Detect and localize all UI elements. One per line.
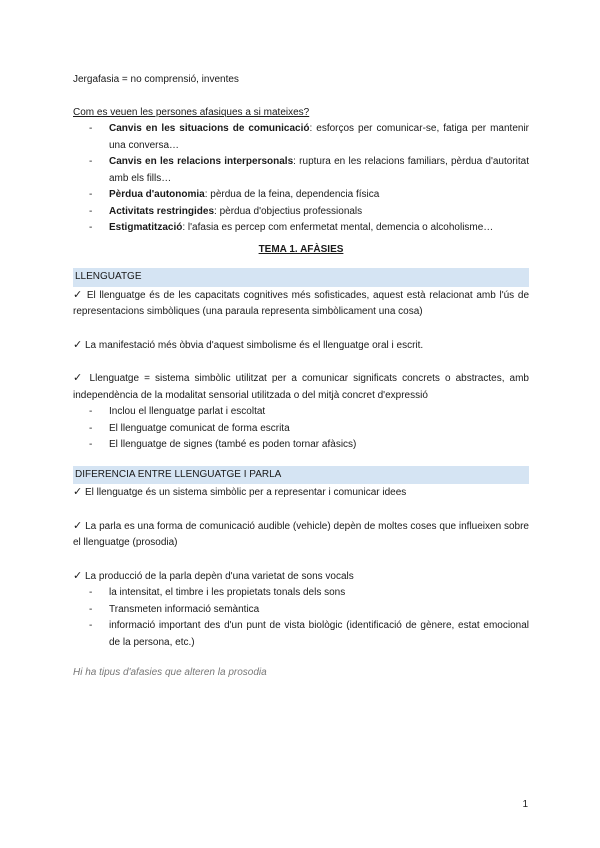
question-heading: Com es veuen les persones afasiques a si mateixes? (73, 106, 310, 118)
paragraph (73, 287, 529, 321)
check-icon: ✓ (73, 371, 85, 384)
list-item: - la intensitat, el timbre i les propietats tonals dels sons (73, 585, 529, 602)
prosody-note: Hi ha tipus d'afasies que alteren la prosodia (73, 667, 267, 678)
list-item-desc: : ruptura en les relacions familiars, pèrdua d'autoritat amb els fills… (109, 156, 529, 184)
check-icon: ✓ (73, 337, 83, 351)
list-item-term: Canvis en les situacions de comunicació (109, 123, 310, 134)
list-item (73, 154, 529, 187)
jergafasia-definition: Jergafasia = no comprensió, inventes (73, 74, 239, 85)
paragraph-text: El llenguatge és de les capacitats cognitives més sofisticades, aquest està relacionat amb l'ús de representacions simbòliques (una paraula representa simbòlicament una cosa) (73, 289, 529, 317)
list-item: - Inclou el llenguatge parlat i escoltat (73, 404, 529, 421)
paragraph-text: La parla es una forma de comunicació audible (vehicle) depèn de moltes coses que influeixen sobre el llenguatge (prosodia) (73, 520, 529, 548)
paragraph (73, 370, 529, 404)
section-heading-diferencia: DIFERENCIA ENTRE LLENGUATGE I PARLA (73, 466, 529, 485)
paragraph-text: La producció de la parla depèn d'una varietat de sons vocals (82, 570, 354, 582)
speech-properties-list (73, 585, 529, 651)
paragraph (73, 337, 529, 355)
list-item (73, 204, 529, 221)
document-page (73, 72, 529, 682)
list-item (73, 121, 529, 154)
language-modalities-list (73, 404, 529, 454)
paragraph-text: Llenguatge = sistema simbòlic utilitzat per a comunicar significats concrets o abstractes, amb independència de la modalitat sensorial utilitzada o del mitjà concret d'expressió (73, 373, 529, 401)
page-number: 1 (522, 799, 528, 810)
paragraph (73, 568, 529, 586)
paragraph (73, 518, 529, 552)
check-icon: ✓ (73, 485, 83, 498)
list-item: - El llenguatge de signes (també es poden tornar afàsics) (73, 437, 529, 454)
list-item-desc: : esforços per comunicar-se, fatiga per mantenir una conversa… (109, 123, 529, 151)
check-icon: ✓ (73, 287, 84, 301)
list-item-desc: : pèrdua de la feina, dependencia física (204, 189, 380, 200)
list-item: - El llenguatge comunicat de forma escrita (73, 421, 529, 438)
list-item-desc: : pèrdua d'objectius professionals (214, 205, 363, 217)
check-icon: ✓ (73, 568, 83, 582)
section-heading-llenguatge: LLENGUATGE (73, 268, 529, 287)
self-perception-list (73, 121, 529, 237)
list-item-term: Activitats restringides (109, 205, 215, 217)
list-item-term: Estigmatització (109, 222, 183, 233)
paragraph-text: El llenguatge és un sistema simbòlic per a representar i comunicar idees (82, 487, 407, 498)
list-item (73, 220, 529, 237)
list-item-desc: : l'afasia es percep com enfermetat mental, demencia o alcoholisme… (182, 222, 494, 233)
paragraph (73, 484, 529, 502)
check-icon: ✓ (73, 518, 83, 532)
list-item: - Transmeten informació semàntica (73, 602, 529, 619)
list-item-term: Canvis en les relacions interpersonals (109, 156, 294, 167)
paragraph-text: La manifestació més òbvia d'aquest simbolisme és el llenguatge oral i escrit. (82, 339, 424, 351)
topic-title: TEMA 1. AFÀSIES (258, 243, 344, 255)
list-item (73, 187, 529, 204)
list-item-term: Pèrdua d'autonomia (109, 189, 205, 200)
list-item: - informació important des d'un punt de vista biològic (identificació de gènere, estat emocional de la persona, etc.) (73, 618, 529, 651)
